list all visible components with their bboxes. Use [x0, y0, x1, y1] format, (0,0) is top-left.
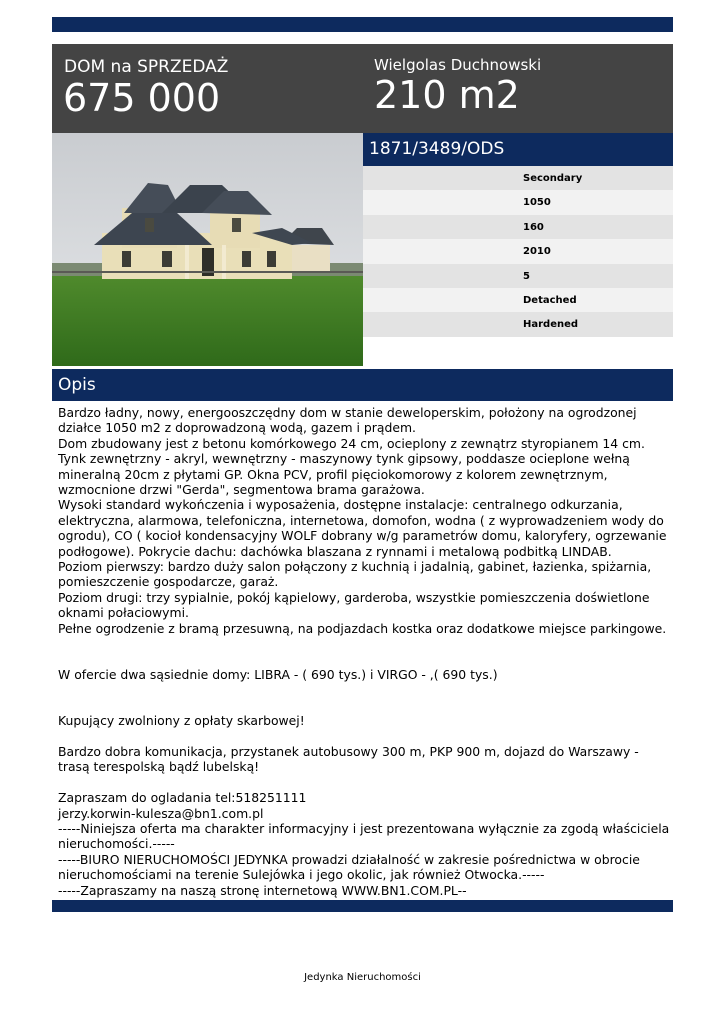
- spacer: [58, 636, 673, 667]
- agency-info: -----BIURO NIERUCHOMOŚCI JEDYNKA prowadzi działalność w zakresie pośrednictwa w obrocie nieruchomościami na terenie Sulejówka i jego okolic, jak również Otwocka.-----: [58, 851, 640, 883]
- bottom-bar: [52, 900, 673, 912]
- description-paragraph: Wysoki standard wykończenia i wyposażenia, dostępne instalacje: centralnego odkurzania, elektryczna, alarmowa, telefoniczna, internetowa, domofon, wodna ( z wyprowadzeniem wody do ogrodu), CO ( kocioł kondensacyjny WOLF dobrany w/g parametrów domu, kaloryfery, ogrzewanie podłogowe). Pokrycie dachu: dachówka blaszana z rynnami i metalową podbitką LINDAB.: [58, 497, 667, 559]
- description-paragraph: W ofercie dwa sąsiednie domy: LIBRA - ( 690 tys.) i VIRGO - ,( 690 tys.): [58, 666, 498, 682]
- spec-row-plot-area: [363, 190, 673, 214]
- spec-row-rooms: [363, 264, 673, 288]
- specs-table: [363, 166, 673, 337]
- house-photo: [52, 133, 363, 366]
- listing-header: [52, 44, 673, 133]
- description-heading: Opis: [58, 375, 96, 395]
- spec-value: Hardened: [523, 319, 579, 331]
- description-paragraph: Tynk zewnętrzny - akryl, wewnętrzny - maszynowy tynk gipsowy, poddasze ocieplone wełną mineralną 20cm z płytami GP. Okna PCV, profil pięciokomorowy z kolorem zewnętrznym, wzmocnione drzwi "Gerda", segmentowa brama garażowa.: [58, 451, 630, 498]
- contact-phone: Zapraszam do ogladania tel:518251111: [58, 790, 307, 806]
- description-paragraph: Bardzo ładny, nowy, energooszczędny dom w stanie deweloperskim, położony na ogrodzonej działce 1050 m2 z doprowadzoną wodą, gazem i prądem.: [58, 405, 637, 436]
- listing-area: 210 m2: [374, 73, 520, 117]
- spec-row-access-road: [363, 312, 673, 336]
- footer-agency-name: Jedynka Nieruchomości: [304, 972, 421, 983]
- spec-value: Detached: [523, 294, 577, 306]
- listing-type: DOM na SPRZEDAŻ: [64, 57, 229, 77]
- spec-value: Secondary: [523, 173, 583, 184]
- description-paragraph: Bardzo dobra komunikacja, przystanek autobusowy 300 m, PKP 900 m, dojazd do Warszawy - trasą terespolską bądź lubelską!: [58, 743, 639, 775]
- reference-number: 1871/3489/ODS: [369, 139, 505, 159]
- spec-value: 5: [523, 270, 530, 282]
- description-paragraph: Poziom pierwszy: bardzo duży salon połączony z kuchnią i jadalnią, gabinet, łazienka, spiżarnia, pomieszczenie gospodarcze, garaż.: [58, 559, 652, 590]
- description-body: [58, 405, 673, 898]
- listing-location: Wielgolas Duchnowski: [374, 56, 542, 74]
- description-heading-bar: [52, 369, 673, 401]
- description-paragraph: Kupujący zwolniony z opłaty skarbowej!: [58, 713, 305, 729]
- spec-value: 2010: [523, 246, 551, 258]
- spec-row-year-built: [363, 239, 673, 263]
- reference-number-bar: [363, 133, 673, 166]
- spec-row-building-type: [363, 288, 673, 312]
- spec-row-usable-area: [363, 215, 673, 239]
- description-paragraph: Pełne ogrodzenie z bramą przesuwną, na podjazdach kostka oraz dodatkowe miejsce parkingowe.: [58, 620, 667, 636]
- spacer: [58, 729, 673, 744]
- spec-row-market: [363, 166, 673, 190]
- description-paragraph: Dom zbudowany jest z betonu komórkowego 24 cm, ocieplony z zewnątrz styropianem 14 cm.: [58, 435, 645, 451]
- spec-value: 1050: [523, 197, 551, 209]
- contact-email[interactable]: jerzy.korwin-kulesza@bn1.com.pl: [58, 805, 264, 821]
- spec-value: 160: [523, 221, 544, 233]
- spacer: [58, 775, 673, 790]
- spacer: [58, 682, 673, 713]
- top-bar: [52, 17, 673, 32]
- disclaimer: -----Niniejsza oferta ma charakter informacyjny i jest prezentowana wyłącznie za zgodą właściciela nieruchomości.-----: [58, 820, 670, 852]
- description-paragraph: Poziom drugi: trzy sypialnie, pokój kąpielowy, garderoba, wszystkie pomieszczenia doświetlone oknami połaciowymi.: [58, 589, 650, 621]
- website-link[interactable]: -----Zapraszamy na naszą stronę internetową WWW.BN1.COM.PL--: [58, 882, 467, 898]
- listing-price: 675 000: [63, 76, 221, 120]
